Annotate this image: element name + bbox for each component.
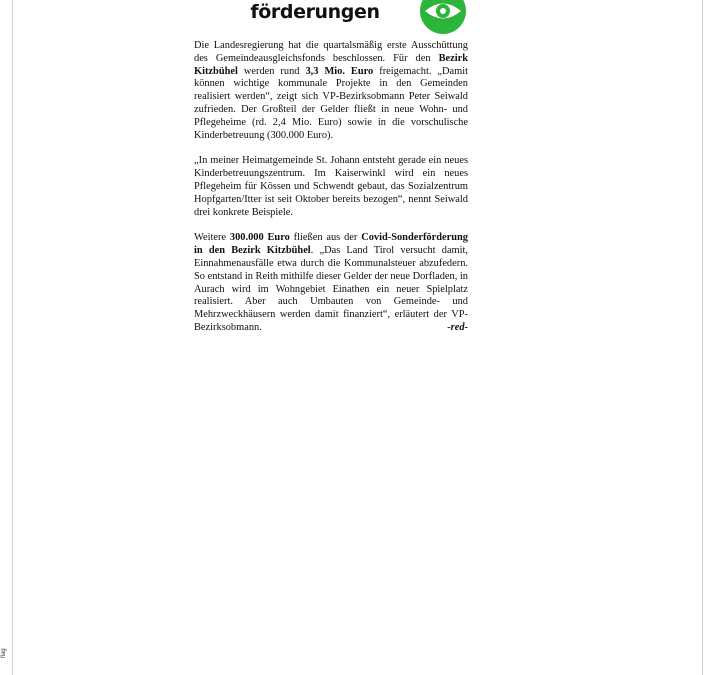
paragraph-3-bold-amount: 300.000 Euro	[229, 232, 290, 244]
article-body	[194, 40, 468, 348]
left-page-border	[12, 0, 13, 675]
paragraph-2-text: „In meiner Heimatgemeinde St. Johann entsteht gerade ein neues Kinderbetreuungszentrum. Im Kaiserwinkl wird ein neues Pflegeheim für Kössen und Schwendt gebaut, das Sozialzentrum Hopfgarten/Itter ist seit Oktober bereits bezogen“, nennt Seiwald drei konkrete Beispiele.	[194, 155, 468, 218]
paragraph-3-text-c: . „Das Land Tirol versucht damit, Einnahmenausfälle etwa durch die Kommunalsteuer abzufedern. So entstand in Reith mithilfe dieser Gelder der neue Dorfladen, in Aurach wird im Wohngebiet Einathen ein neuer Spielplatz realisiert. Aber auch Umbauten von Gemeinde- und Mehrzweckhäusern werden damit finanziert“, erläutert der VP-Bezirksobmann.	[194, 245, 469, 333]
paragraph-1-text-c: freigemacht. „Damit können wichtige kommunale Projekte in den Gemeinden realisiert werden“, zeigt sich VP-Bezirksobmann Peter Seiwald zufrieden. Der Großteil der Gelder fließt in neue Wohn- und Pflegeheime (rd. 2,4 Mio. Euro) sowie in die vorschulische Kinderbetreuung (300.000 Euro).	[194, 65, 469, 141]
paragraph-3-text-a: Weitere	[194, 232, 230, 244]
paragraph-1-bold-amount: 3,3 Mio. Euro	[305, 65, 374, 77]
paragraph-2	[194, 155, 468, 219]
paragraph-3-bold-program: Covid-Sonderförderung in den Bezirk Kitzbühel	[194, 232, 468, 257]
side-margin-text: flag	[1, 648, 7, 658]
paragraph-1-text-b: werden rund	[237, 65, 306, 77]
paragraph-1-text-a: Die Landesregierung hat die quartalsmäßig erste Ausschüttung des Gemeindeausgleichsfonds beschlossen. Für den	[194, 40, 468, 64]
author-signature: -red-	[447, 321, 468, 333]
right-page-border	[702, 0, 703, 675]
paragraph-3	[194, 232, 468, 334]
paragraph-3-text-b: fließen aus der	[289, 232, 362, 244]
paragraph-1	[194, 40, 468, 142]
headline-line-2: förderungen	[250, 1, 380, 23]
paragraph-1-bold-district: Bezirk Kitzbühel	[194, 52, 468, 77]
headline	[195, 0, 435, 31]
eye-icon	[418, 0, 468, 34]
